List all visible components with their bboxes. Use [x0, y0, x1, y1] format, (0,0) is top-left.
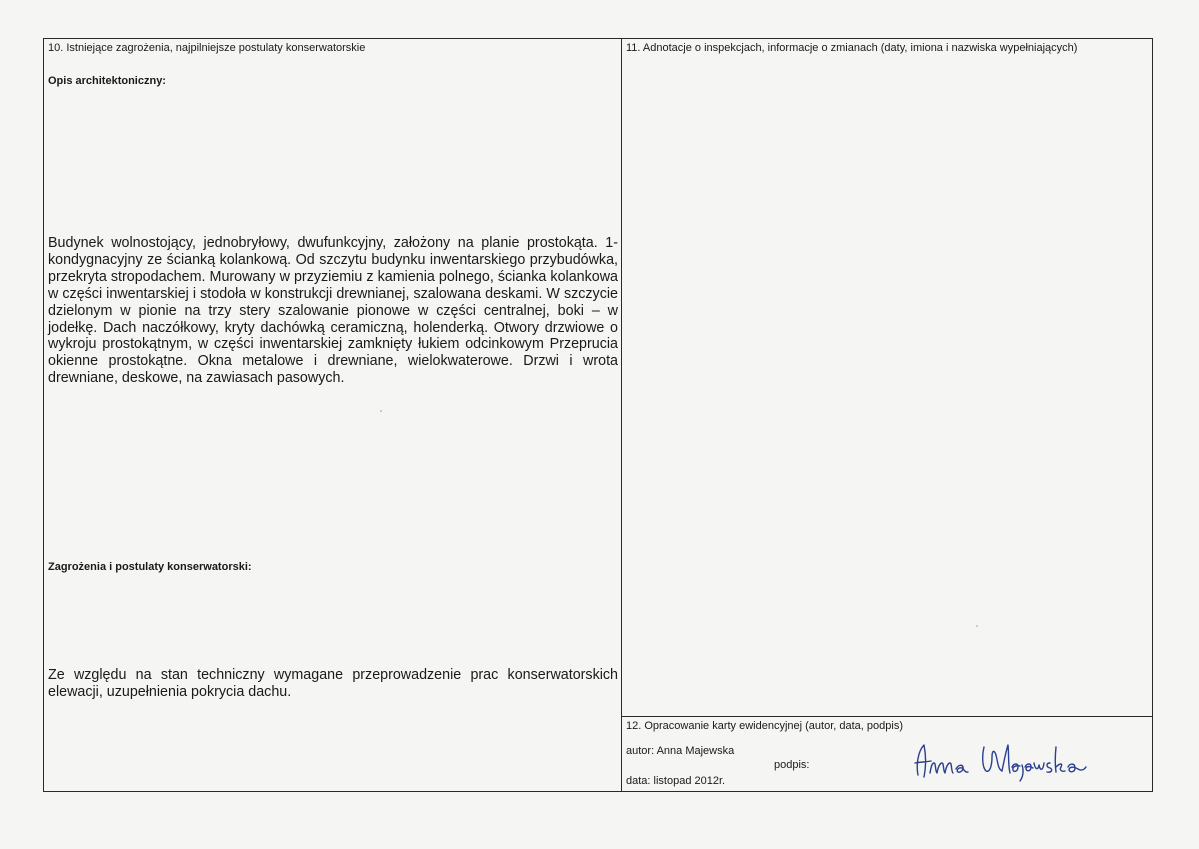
author-field: autor: Anna Majewska	[626, 745, 735, 757]
section-10-header: 10. Istniejące zagrożenia, najpilniejsze postulaty konserwatorskie	[48, 42, 366, 54]
signature-label: podpis:	[774, 759, 810, 771]
paper-speck	[380, 410, 382, 412]
handwritten-signature	[912, 735, 1092, 783]
date-field: data: listopad 2012r.	[626, 775, 726, 787]
section-10	[44, 39, 622, 791]
section-12-header: 12. Opracowanie karty ewidencyjnej (autor, data, podpis)	[626, 720, 903, 732]
record-sheet	[43, 38, 1153, 792]
section-12	[622, 716, 1152, 791]
architectural-description-text: Budynek wolnostojący, jednobryłowy, dwufunkcyjny, założony na planie prostokąta. 1-kondygnacyjny ze ścianką kolankową. Od szczytu budynku inwentarskiego przybudówka, przekryta stropodachem. Murowany w przyziemiu z kamienia polnego, ścianka kolankowa w części inwentarskiej i stodoła w konstrukcji drewnianej, szalowana deskami. W szczycie dzielonym w pionie na trzy stery szalowanie pionowe w części centralnej, boki – w jodełkę. Dach naczółkowy, kryty dachówką ceramiczną, holenderką. Otwory drzwiowe o wykroju prostokątnym, w części inwentarskiej zamknięty łukiem odcinkowym Przeprucia okienne prostokątne. Okna metalowe i drewniane, wielokwaterowe. Drzwi i wrota drewniane, deskowe, na zawiasach pasowych.	[48, 235, 618, 387]
architectural-description-heading: Opis architektoniczny:	[48, 75, 166, 87]
paper-speck	[976, 625, 978, 627]
threats-text: Ze względu na stan techniczny wymagane przeprowadzenie prac konserwatorskich elewacji, uzupełnienia pokrycia dachu.	[48, 667, 618, 700]
threats-heading: Zagrożenia i postulaty konserwatorski:	[48, 561, 252, 573]
section-11	[622, 39, 1152, 791]
section-11-header: 11. Adnotacje o inspekcjach, informacje o zmianach (daty, imiona i nazwiska wypełniających)	[626, 42, 1078, 54]
